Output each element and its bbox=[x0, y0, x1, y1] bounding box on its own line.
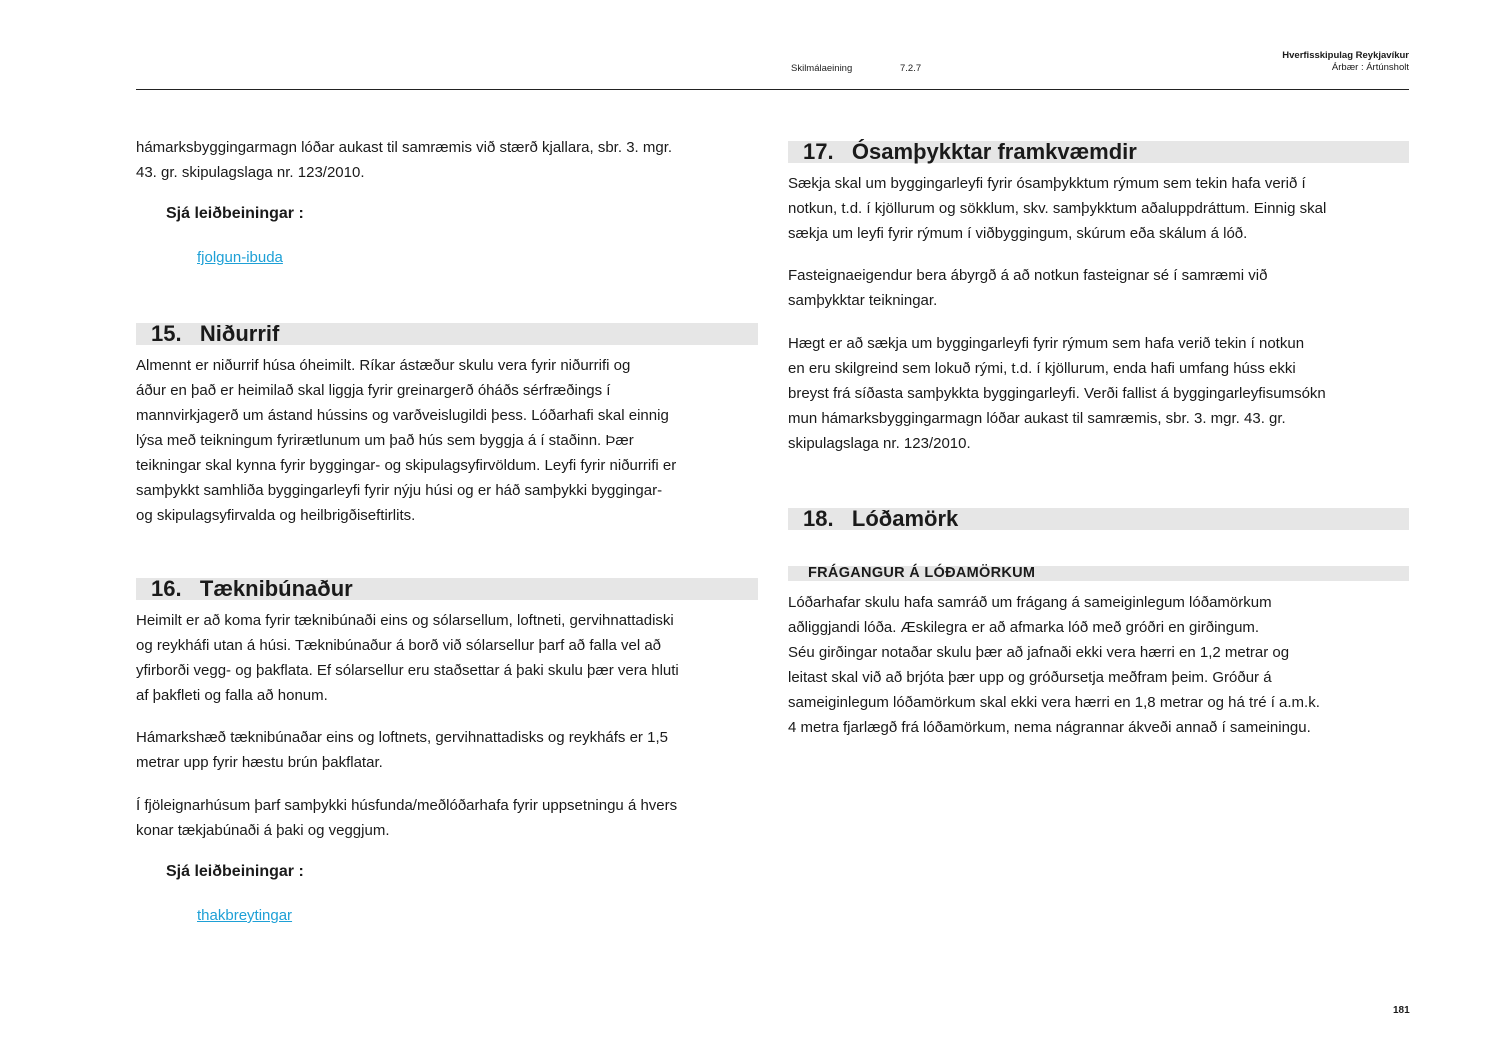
text-line: af þakfleti og falla að honum. bbox=[136, 687, 328, 704]
text-line: breyst frá síðasta samþykkta byggingarleyfi. Verði fallist á byggingarleyfisumsókn bbox=[788, 385, 1326, 402]
section-17-heading bbox=[788, 141, 1409, 163]
section-18-heading bbox=[788, 508, 1409, 530]
text-line: teikningar skal kynna fyrir byggingar- og skipulagsyfirvöldum. Leyfi fyrir niðurrifi er bbox=[136, 457, 677, 474]
text-line: leitast skal við að brjóta þær upp og gróðursetja meðfram þeim. Gróður á bbox=[788, 669, 1272, 686]
document-subtitle: Árbær : Ártúnsholt bbox=[1331, 62, 1409, 73]
text-line: og reykháfi utan á húsi. Tæknibúnaður á borð við sólarsellur þarf að falla vel að bbox=[136, 637, 662, 654]
header-section-label: Skilmálaeining bbox=[791, 63, 853, 74]
text-line: Séu girðingar notaðar skulu þær að jafnaði ekki vera hærri en 1,2 metrar og bbox=[788, 644, 1290, 661]
section-17-paragraph-3 bbox=[788, 331, 1326, 456]
text-line: sameiginlegum lóðamörkum skal ekki vera hærri en 1,8 metrar og há tré í a.m.k. bbox=[788, 694, 1320, 711]
header-title-block bbox=[1282, 50, 1409, 74]
text-line: mun hámarksbyggingarmagn lóðar aukast til samræmis, sbr. 3. mgr. 43. gr. bbox=[788, 410, 1286, 427]
section-16-paragraph-1 bbox=[136, 608, 679, 708]
header-section-number: 7.2.7 bbox=[900, 63, 922, 74]
section-18-subheading bbox=[788, 566, 1409, 581]
section-16-paragraph-2 bbox=[136, 725, 668, 775]
text-line: samþykktar teikningar. bbox=[788, 292, 938, 309]
text-line: metrar upp fyrir hæstu brún þakflatar. bbox=[136, 754, 383, 771]
section-18-paragraph bbox=[788, 590, 1320, 740]
section-17-paragraph-2 bbox=[788, 263, 1267, 313]
text-line: Heimilt er að koma fyrir tæknibúnaði eins og sólarsellum, loftneti, gervihnattadiski bbox=[136, 612, 674, 629]
see-guidelines-label: Sjá leiðbeiningar : bbox=[166, 863, 304, 880]
text-line: Lóðarhafar skulu hafa samráð um frágang á sameiginlegum lóðamörkum bbox=[788, 594, 1272, 611]
guideline-link-fjolgun-ibuda[interactable]: fjolgun-ibuda bbox=[197, 249, 283, 266]
text-line: konar tækjabúnaði á þaki og veggjum. bbox=[136, 822, 390, 839]
text-line: Almennt er niðurrif húsa óheimilt. Ríkar ástæður skulu vera fyrir niðurrifi og bbox=[136, 357, 631, 374]
page-number: 181 bbox=[1393, 1005, 1410, 1016]
section-17-title: 17. Ósamþykktar framkvæmdir bbox=[803, 139, 1137, 164]
text-line: áður en það er heimilað skal liggja fyrir greinargerð óháðs sérfræðings í bbox=[136, 382, 611, 399]
see-guidelines-label: Sjá leiðbeiningar : bbox=[166, 205, 304, 222]
section-18-title: 18. Lóðamörk bbox=[803, 506, 959, 531]
text-line: samþykkt samhliða byggingarleyfi fyrir nýju húsi og er háð samþykki byggingar- bbox=[136, 482, 663, 499]
text-line: yfirborði vegg- og þakflata. Ef sólarsellur eru staðsettar á þaki skulu þær vera hluti bbox=[136, 662, 679, 679]
text-line: skipulagslaga nr. 123/2010. bbox=[788, 435, 971, 452]
section-15-title: 15. Niðurrif bbox=[151, 321, 280, 346]
text-line: aðliggjandi lóða. Æskilegra er að afmarka lóð með gróðri en girðingum. bbox=[788, 619, 1260, 636]
section-16-heading bbox=[136, 578, 758, 600]
intro-paragraph bbox=[136, 135, 672, 185]
section-15-paragraph bbox=[136, 353, 676, 528]
text-line: Sækja skal um byggingarleyfi fyrir ósamþykktum rýmum sem tekin hafa verið í bbox=[788, 175, 1306, 192]
section-15-heading bbox=[136, 323, 758, 345]
text-line: Hámarkshæð tæknibúnaðar eins og loftnets, gervihnattadisks og reykháfs er 1,5 bbox=[136, 729, 668, 746]
section-17-paragraph-1 bbox=[788, 171, 1326, 246]
text-line: Hægt er að sækja um byggingarleyfi fyrir rýmum sem hafa verið tekin í notkun bbox=[788, 335, 1305, 352]
text-line: lýsa með teikningum fyrirætlunum um það hús sem byggja á í staðinn. Þær bbox=[136, 432, 634, 449]
section-18-subtitle: FRÁGANGUR Á LÓÐAMÖRKUM bbox=[808, 565, 1036, 581]
text-line: 43. gr. skipulagslaga nr. 123/2010. bbox=[136, 164, 365, 181]
text-line: Fasteignaeigendur bera ábyrgð á að notkun fasteignar sé í samræmi við bbox=[788, 267, 1268, 284]
document-title: Hverfisskipulag Reykjavíkur bbox=[1282, 50, 1409, 61]
text-line: mannvirkjagerð um ástand hússins og varðveislugildi þess. Lóðarhafi skal einnig bbox=[136, 407, 669, 424]
text-line: hámarksbyggingarmagn lóðar aukast til samræmis við stærð kjallara, sbr. 3. mgr. bbox=[136, 139, 673, 156]
section-16-title: 16. Tæknibúnaður bbox=[151, 576, 353, 601]
text-line: sækja um leyfi fyrir rýmum í viðbyggingum, skúrum eða skálum á lóð. bbox=[788, 225, 1248, 242]
header-divider bbox=[136, 89, 1409, 90]
text-line: en eru skilgreind sem lokuð rými, t.d. í kjöllurum, enda hafi umfang húss ekki bbox=[788, 360, 1296, 377]
text-line: notkun, t.d. í kjöllurum og sökklum, skv. samþykktum aðaluppdráttum. Einnig skal bbox=[788, 200, 1327, 217]
guideline-link-thakbreytingar[interactable]: thakbreytingar bbox=[197, 907, 293, 924]
text-line: 4 metra fjarlægð frá lóðamörkum, nema nágrannar ákveði annað í sameiningu. bbox=[788, 719, 1311, 736]
text-line: Í fjöleignarhúsum þarf samþykki húsfunda/meðlóðarhafa fyrir uppsetningu á hvers bbox=[136, 797, 678, 814]
text-line: og skipulagsyfirvalda og heilbrigðiseftirlits. bbox=[136, 507, 416, 524]
section-16-paragraph-3 bbox=[136, 793, 677, 843]
